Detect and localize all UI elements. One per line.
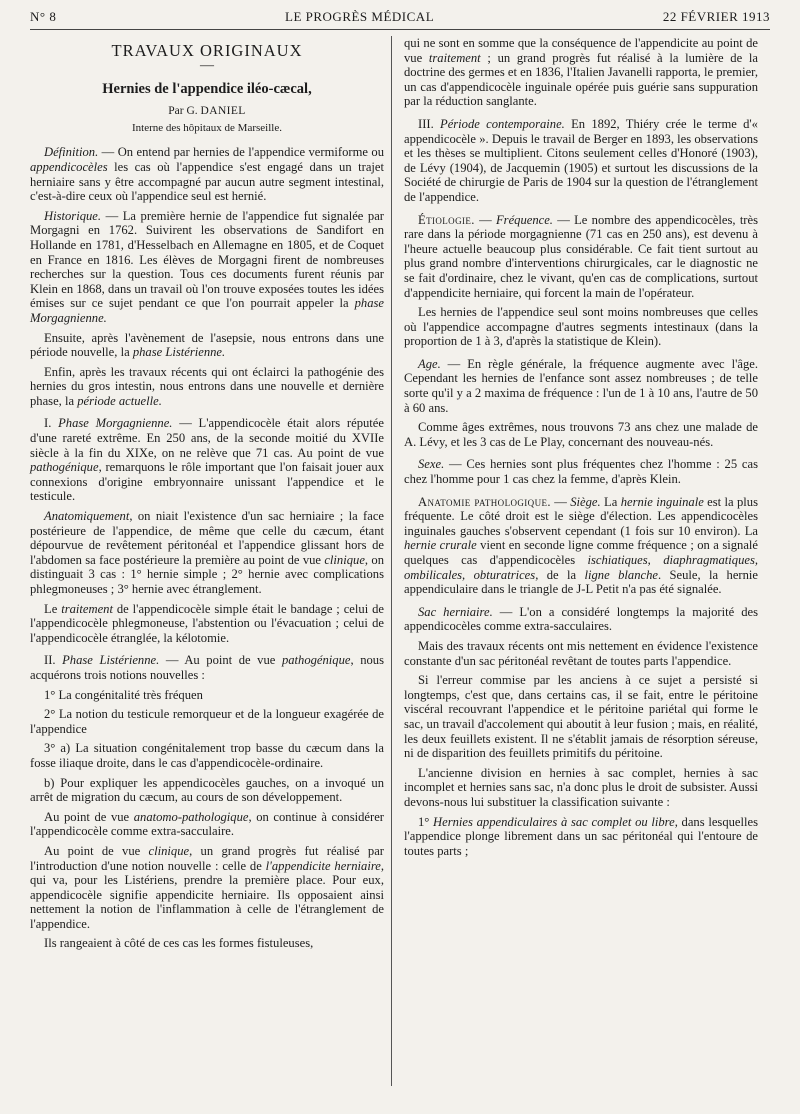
run-text: En 1892, Thiéry crée le terme d'« appendicocèle ». Depuis le travail de Berger en 1893, les observations et les thèses se multiplient. Citons seulement celles d'Honoré (1903), de Lévy (1904), de Jacquemin (1905) et surtout les discussions de la Société de chirurgie de Paris de 1904 sur la question de l'étranglement de l'appendice. <box>404 116 758 204</box>
issue-date: 22 FÉVRIER 1913 <box>662 9 770 24</box>
article-title: Hernies de l'appendice iléo-cæcal, <box>102 80 312 97</box>
run-num: II. <box>44 653 63 668</box>
paragraph-continued <box>404 36 758 109</box>
run-em: Hernies appendiculaires à sac complet ou libre <box>433 814 675 829</box>
run-text: vient en seconde ligne comme fréquence ; on a signalé quelques cas d'appendicocèles <box>404 538 758 567</box>
paragraph: Comme âges extrêmes, nous trouvons 73 ans chez une malade de A. Lévy, et les 3 cas de Le Play, concernant des nouveau-nés. <box>404 420 758 449</box>
paragraph: 2° La notion du testicule remorqueur et de la longueur exagérée de l'appendice <box>30 707 384 736</box>
paragraph-age <box>404 357 758 415</box>
author-role: Interne des hôpitaux de Marseille. <box>132 121 282 134</box>
run-text: — Ces hernies sont plus fréquentes chez l'homme : 25 cas chez l'homme pour 1 cas chez la femme, d'après Klein. <box>404 457 758 487</box>
run-text: — En règle générale, la fréquence augmente avec l'âge. Cependant les hernies de l'enfance sont assez nombreuses ; de telle sorte qu'il y a 2 maxima de fréquence : l'un de 1 à 10 ans, l'autre de 50 à 60 ans. <box>404 356 758 415</box>
run-head: Age. <box>418 356 441 371</box>
run-text: Ensuite, après l'avènement de l'asepsie, nous entrons dans une période nouvelle, la <box>30 330 384 360</box>
run-text: Enfin, après les travaux récents qui ont éclairci la pathogénie des hernies du gros intestin, nous entrons dans une nouvelle et dernière phase, la <box>30 364 384 408</box>
run-text: — La première hernie de l'appendice fut signalée par Morgagni en 1762. Suivirent les observations de Sandifort en Hollande en 1781, d'Hesselbach en Allemagne en 1805, et de Coquet en France en 1816. Les élèves de Morgagni firent de nombreuses recherches sur la question. Tous ces documents furent réunis par Klein en 1868, dans un travail où l'on trouve exposées toutes les idées émises sur ce sujet pendant ce que l'on pourrait appeler la <box>30 208 384 311</box>
paragraph-classification-1 <box>404 815 758 859</box>
run-text: Le <box>44 601 62 616</box>
run-section-label: Anatomie pathologique. <box>418 494 551 509</box>
paragraph <box>30 810 384 839</box>
paragraph-etiologie <box>404 213 758 301</box>
paragraph: Ils rangeaient à côté de ces cas les formes fistuleuses, <box>44 936 314 951</box>
run-head: Période contemporaine. <box>440 116 565 131</box>
run-em: traitement <box>61 601 113 616</box>
run-text: — <box>474 212 496 227</box>
run-em: hernie crurale <box>404 538 477 553</box>
run-em: ligne blanche <box>584 567 658 582</box>
run-text: de l'appendicocèle simple était le bandage ; celui de l'appendicocèle phlegmoneuse, l'abstention ou l'évacuation ; celui de l'appendicocèle étranglée, la kélotomie. <box>30 601 384 645</box>
run-text: — Au point de vue <box>159 653 282 668</box>
paragraph <box>30 509 384 597</box>
run-text: Au point de vue <box>44 843 149 858</box>
run-em: appendicocèles <box>30 159 108 174</box>
run-text: qui ne sont en somme que la conséquence de l'appendicite au point de vue <box>404 36 758 65</box>
article-author <box>30 104 384 119</box>
run-num: I. <box>44 416 59 431</box>
paragraph-periode-contemporaine <box>404 117 758 205</box>
run-head: Siège. <box>570 494 601 509</box>
paragraph <box>30 331 384 360</box>
run-head: Phase Morgagnienne. <box>58 416 173 431</box>
section-dash: — <box>200 57 214 73</box>
paragraph-anatomie-pathologique <box>404 495 758 597</box>
left-column <box>30 36 384 956</box>
journal-title: LE PROGRÈS MÉDICAL <box>285 9 435 24</box>
run-num: III. <box>418 116 440 131</box>
issue-number: N° 8 <box>30 9 57 24</box>
run-em: pathogénique <box>30 460 99 475</box>
run-em: clinique <box>324 552 365 567</box>
run-head: Sac herniaire. <box>418 604 493 619</box>
run-text: , nous acquérons trois notions nouvelles : <box>30 653 385 682</box>
header-rule <box>30 29 770 30</box>
paragraph-sac-herniaire <box>404 605 758 634</box>
paragraph: 1° La congénitalité très fréquen <box>44 687 203 702</box>
running-header <box>30 6 770 28</box>
run-text: , un grand progrès fut réalisé par l'introduction d'une notion nouvelle : celle de <box>30 843 384 873</box>
author-prefix: Par G. <box>168 105 198 118</box>
run-text: La <box>600 494 621 509</box>
paragraph: L'ancienne division en hernies à sac complet, hernies à sac incomplet et hernies sans sac, n'a donc plus le droit de subsister. Aussi devons-nous lui substituer la classification suivante : <box>404 765 758 809</box>
run-em: clinique <box>148 843 190 858</box>
paragraph <box>30 602 384 646</box>
paragraph <box>30 844 384 932</box>
run-head: Définition. <box>44 145 99 160</box>
run-text: — <box>550 494 571 509</box>
run-text: — On entend par hernies de l'appendice vermiforme ou <box>98 145 384 160</box>
run-em: pathogénique <box>281 653 351 668</box>
run-text: ; un grand progrès fut réalisé à la lumière de la doctrine des germes et en 1836, l'Italien Javanelli rapporta, le premier, un cas d'appendicocèle inguinale opérée puis guérie sans suppuration par la réduction sanglante. <box>404 50 758 109</box>
run-num: 1° <box>418 814 434 829</box>
run-text: , on niait l'existence d'un sac herniaire ; la face postérieure de l'appendice, de même que celle du cæcum, étant dépourvue de revêtement péritonéal et l'appendice glissant hors de l'abdomen sa face postérieure la première au point de vue <box>30 509 384 567</box>
run-text: — Le nombre des appendicocèles, très rare dans la période morgagnienne (71 cas en 250 ans), est devenu à l'heure actuelle beaucoup plus considérable. Ce fait tient surtout au plus grand nombre d'interventions chirurgicales, car le diagnostic ne se fait d'ordinaire, chez le vivant, qu'en cas de complications, surtout d'appendicite herniaire, qui forcent la main de l'opérateur. <box>404 212 758 300</box>
run-em: phase Listérienne. <box>132 345 226 360</box>
section-title: TRAVAUX ORIGINAUX <box>111 41 303 60</box>
run-em: traitement <box>428 50 481 65</box>
column-divider <box>391 36 392 1086</box>
run-section-label: Étiologie. <box>418 212 475 227</box>
run-em: l'appendicite herniaire <box>265 858 381 873</box>
paragraph-definition <box>30 145 384 203</box>
run-head: Historique. <box>44 208 102 223</box>
paragraph: Mais des travaux récents ont mis nettement en évidence l'existence constante d'un sac péritonéal revêtant de toutes parts l'appendice. <box>404 638 758 668</box>
run-text: Au point de vue <box>44 809 134 824</box>
paragraph-phase-listerienne <box>30 653 384 682</box>
run-em: période actuelle. <box>77 393 162 408</box>
run-em: phase Morgagnienne. <box>30 296 384 325</box>
run-text: — L'on a considéré longtemps la majorité des appendicocèles comme extra-sacculaires. <box>404 604 758 634</box>
run-em: ischiatiques, diaphragmatiques, ombilicales, obturatrices <box>404 553 759 582</box>
run-text: , dans lesquelles l'appendice plonge librement dans un sac péritonéal qui l'entoure de toutes parts ; <box>404 814 758 858</box>
run-head: Fréquence. <box>495 212 553 227</box>
run-em: Anatomiquement <box>44 509 130 524</box>
paragraph-sexe <box>404 457 758 486</box>
run-text: , on distinguait 3 cas : 1° hernie simple ; 2° hernie avec complications phlegmoneuses ; 3° hernie avec étranglement. <box>30 552 384 596</box>
paragraph: b) Pour expliquer les appendicocèles gauches, on a invoqué un arrêt de migration du cæcum, au cours de son développement. <box>30 775 384 805</box>
run-head: Phase Listérienne. <box>62 653 160 668</box>
run-text: — L'appendicocèle était alors réputée d'une rareté extrême. En 250 ans, de la seconde moitié du XVIIe siècle à la fin du XIXe, on ne relève que 71 cas. Au point de vue <box>30 416 384 460</box>
run-text: les cas où l'appendice s'est engagé dans un trajet herniaire sans y être accompagné par aucun autre segment intestinal, c'est-à-dire ceux où l'appendice seul est hernié. <box>30 159 384 204</box>
author-name: DANIEL <box>200 105 246 118</box>
run-text: , de la <box>535 567 585 582</box>
run-text: est la plus fréquente. Le côté droit est le siège d'élection. Les appendicocèles inguinales gauches s'observent cependant (1 fois sur 10 environ). La <box>404 494 758 538</box>
run-text: , qui va, pour les Listériens, prendre la première place. Pour eux, appendicocèle signifie appendicite herniaire. Ils opposaient ainsi nettement la notion de l'inflammation à celle de l'étranglement de l'appendice. <box>30 858 384 931</box>
paragraph: Si l'erreur commise par les anciens à ce sujet a persisté si longtemps, c'est que, dans certains cas, il se fait, entre le péritoine viscéral recouvrant l'appendice et le péritoine pariétal qui forme le sac, un travail d'accolement qui aboutit à leur fusion ; mais, en réalité, les deux feuillets existent. Il ne s'établit jamais de résorption séreuse, ni de disparition des feuillets primitifs du péritoine. <box>404 673 758 761</box>
paragraph: 3° a) La situation congénitalement trop basse du cæcum dans la fosse iliaque droite, dans le cas d'appendicocèle-ordinaire. <box>30 741 384 770</box>
run-text: , on continue à considérer l'appendicocèle comme extra-sacculaire. <box>30 809 384 839</box>
right-column <box>404 36 758 863</box>
run-em: hernie inguinale <box>620 494 704 509</box>
run-em: anatomo-pathologique <box>133 809 249 824</box>
run-text: , remarquons le rôle important que l'on faisait jouer aux connexions d'origine embryonnaire unissant l'appendice et le testicule. <box>30 460 384 504</box>
paragraph-historique <box>30 209 384 326</box>
paragraph-phase-morgagnienne <box>30 416 384 504</box>
run-text: . Seule, la hernie appendiculaire dans le triangle de J-L Petit n'a pas été signalée. <box>404 567 758 597</box>
paragraph: Les hernies de l'appendice seul sont moins nombreuses que celles où l'appendice accompagne d'autres segments intestinaux (dans la proportion de 1 à 3, d'après la statistique de Klein). <box>404 305 758 349</box>
run-head: Sexe. <box>418 457 445 472</box>
paragraph <box>30 365 384 409</box>
